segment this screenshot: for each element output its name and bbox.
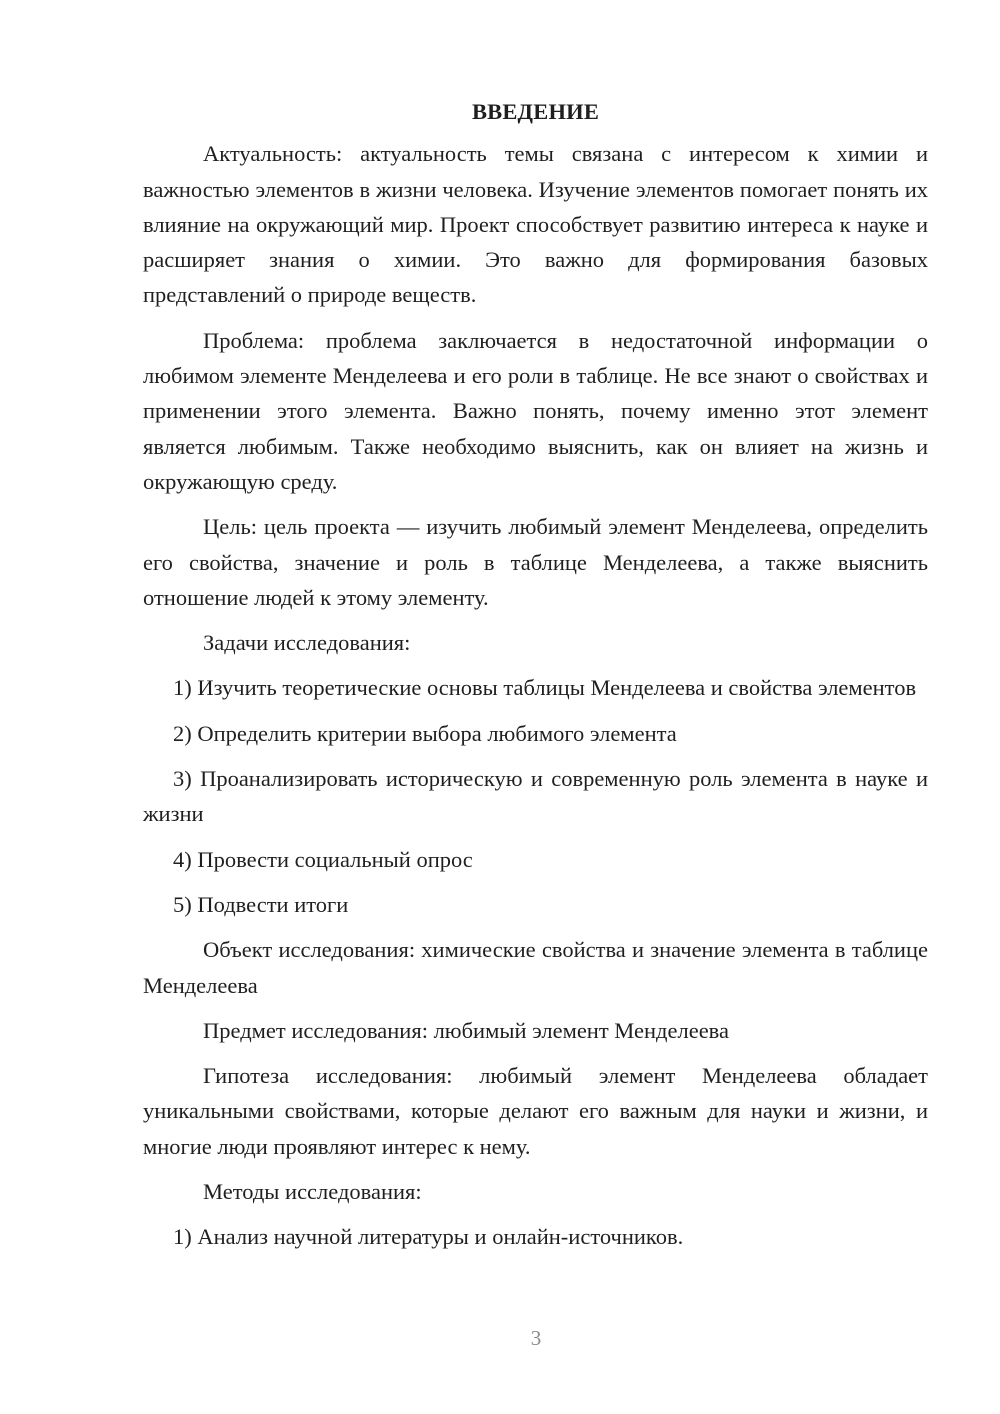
relevance-paragraph: Актуальность: актуальность темы связана с интересом к химии и важностью элементов в жизни человека. Изучение элементов помогает понять их влияние на окружающий мир. Проект способствует развитию интереса к науке и расширяет знания о химии. Это важно для формирования базовых представлений о природе веществ.	[143, 141, 928, 308]
task-item-2: 2) Определить критерии выбора любимого элемента	[173, 720, 677, 746]
method-item-1: 1) Анализ научной литературы и онлайн-источников.	[173, 1224, 684, 1250]
task-item-1: 1) Изучить теоретические основы таблицы Менделеева и свойства элементов	[173, 675, 917, 701]
subject-paragraph: Предмет исследования: любимый элемент Менделеева	[203, 1017, 729, 1043]
task-item-5: 5) Подвести итоги	[173, 891, 349, 917]
methods-heading: Методы исследования:	[203, 1179, 422, 1205]
tasks-heading: Задачи исследования:	[203, 630, 411, 656]
problem-paragraph: Проблема: проблема заключается в недостаточной информации о любимом элементе Менделеева и его роли в таблице. Не все знают о свойствах и применении этого элемента. Важно понять, почему именно этот элемент является любимым. Также необходимо выяснить, как он влияет на жизнь и окружающую среду.	[143, 327, 928, 494]
page-number: 3	[530, 1326, 542, 1350]
task-item-4: 4) Провести социальный опрос	[173, 846, 473, 872]
section-title: ВВЕДЕНИЕ	[471, 99, 600, 124]
document-body	[143, 94, 928, 1265]
goal-paragraph: Цель: цель проекта — изучить любимый элемент Менделеева, определить его свойства, значение и роль в таблице Менделеева, а также выяснить отношение людей к этому элементу.	[143, 514, 928, 610]
hypothesis-paragraph: Гипотеза исследования: любимый элемент Менделеева обладает уникальными свойствами, которые делают его важным для науки и жизни, и многие люди проявляют интерес к нему.	[143, 1063, 928, 1159]
object-paragraph: Объект исследования: химические свойства и значение элемента в таблице Менделеева	[143, 937, 928, 998]
task-item-3: 3) Проанализировать историческую и современную роль элемента в науке и жизни	[143, 766, 928, 827]
